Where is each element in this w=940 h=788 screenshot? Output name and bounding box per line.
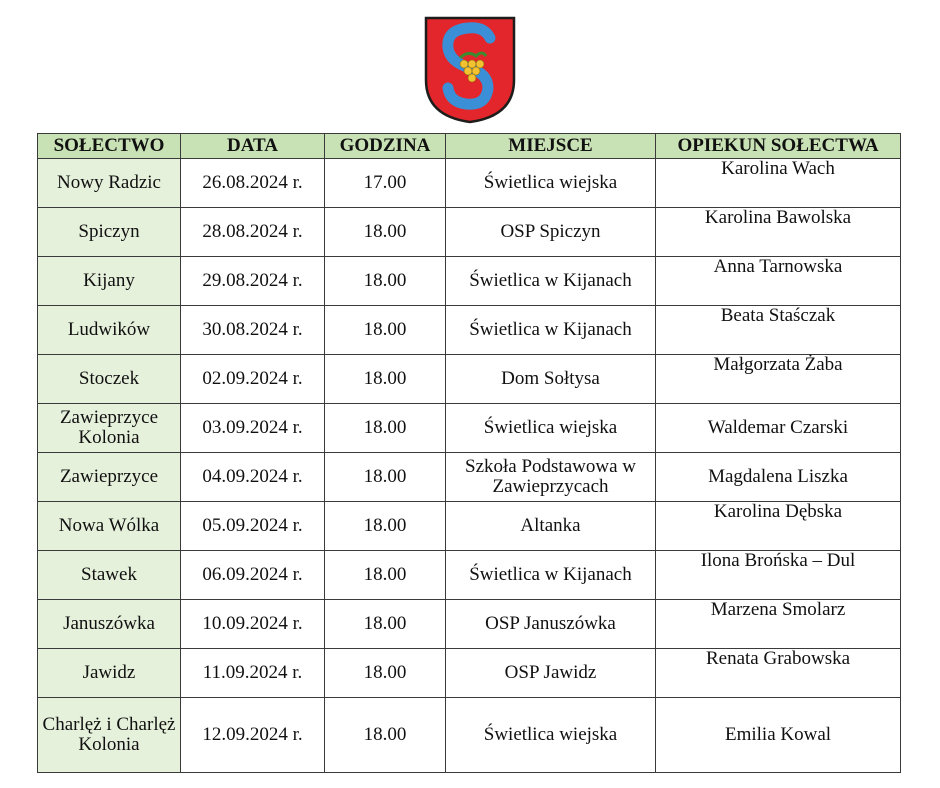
header-data: DATA	[181, 134, 325, 159]
cell-data: 11.09.2024 r.	[181, 649, 325, 698]
cell-opiekun: Waldemar Czarski	[656, 404, 901, 453]
table-row	[38, 698, 901, 773]
cell-solectwo: Stoczek	[38, 355, 181, 404]
cell-miejsce: Dom Sołtysa	[446, 355, 656, 404]
cell-opiekun: Karolina Bawolska	[656, 208, 901, 257]
cell-data: 03.09.2024 r.	[181, 404, 325, 453]
cell-godzina: 18.00	[325, 355, 446, 404]
cell-godzina: 18.00	[325, 698, 446, 773]
table-row	[38, 208, 901, 257]
cell-godzina: 18.00	[325, 257, 446, 306]
table-row	[38, 355, 901, 404]
cell-opiekun: Karolina Dębska	[656, 502, 901, 551]
cell-data: 05.09.2024 r.	[181, 502, 325, 551]
cell-data: 26.08.2024 r.	[181, 159, 325, 208]
cell-godzina: 18.00	[325, 208, 446, 257]
cell-solectwo: Jawidz	[38, 649, 181, 698]
cell-solectwo: Nowy Radzic	[38, 159, 181, 208]
header-opiekun: OPIEKUN SOŁECTWA	[656, 134, 901, 159]
cell-miejsce: Świetlica wiejska	[446, 404, 656, 453]
table-row	[38, 551, 901, 600]
cell-solectwo: Charlęż i Charlęż Kolonia	[38, 698, 181, 773]
table-header-row	[38, 134, 901, 159]
table-row	[38, 453, 901, 502]
cell-solectwo: Januszówka	[38, 600, 181, 649]
cell-data: 02.09.2024 r.	[181, 355, 325, 404]
cell-miejsce: Świetlica wiejska	[446, 159, 656, 208]
cell-opiekun: Karolina Wach	[656, 159, 901, 208]
cell-godzina: 18.00	[325, 404, 446, 453]
cell-solectwo: Spiczyn	[38, 208, 181, 257]
cell-data: 06.09.2024 r.	[181, 551, 325, 600]
cell-miejsce: OSP Jawidz	[446, 649, 656, 698]
cell-godzina: 18.00	[325, 649, 446, 698]
header-godzina: GODZINA	[325, 134, 446, 159]
cell-opiekun: Renata Grabowska	[656, 649, 901, 698]
cell-data: 12.09.2024 r.	[181, 698, 325, 773]
cell-solectwo: Stawek	[38, 551, 181, 600]
table-row	[38, 502, 901, 551]
cell-solectwo: Kijany	[38, 257, 181, 306]
cell-godzina: 18.00	[325, 453, 446, 502]
cell-opiekun: Emilia Kowal	[656, 698, 901, 773]
cell-miejsce: Świetlica w Kijanach	[446, 551, 656, 600]
cell-solectwo: Zawieprzyce Kolonia	[38, 404, 181, 453]
schedule-table	[37, 133, 901, 773]
table-row	[38, 404, 901, 453]
table-row	[38, 649, 901, 698]
cell-opiekun: Anna Tarnowska	[656, 257, 901, 306]
cell-data: 30.08.2024 r.	[181, 306, 325, 355]
cell-miejsce: Świetlica w Kijanach	[446, 257, 656, 306]
cell-opiekun: Beata Staśczak	[656, 306, 901, 355]
header-solectwo: SOŁECTWO	[38, 134, 181, 159]
cell-data: 10.09.2024 r.	[181, 600, 325, 649]
cell-godzina: 17.00	[325, 159, 446, 208]
cell-data: 28.08.2024 r.	[181, 208, 325, 257]
cell-solectwo: Ludwików	[38, 306, 181, 355]
cell-godzina: 18.00	[325, 306, 446, 355]
cell-godzina: 18.00	[325, 502, 446, 551]
cell-miejsce: Świetlica wiejska	[446, 698, 656, 773]
cell-opiekun: Małgorzata Żaba	[656, 355, 901, 404]
cell-solectwo: Zawieprzyce	[38, 453, 181, 502]
cell-data: 29.08.2024 r.	[181, 257, 325, 306]
cell-data: 04.09.2024 r.	[181, 453, 325, 502]
cell-godzina: 18.00	[325, 600, 446, 649]
cell-opiekun: Marzena Smolarz	[656, 600, 901, 649]
cell-miejsce: OSP Spiczyn	[446, 208, 656, 257]
table-row	[38, 306, 901, 355]
table-row	[38, 600, 901, 649]
table-row	[38, 159, 901, 208]
header-miejsce: MIEJSCE	[446, 134, 656, 159]
cell-solectwo: Nowa Wólka	[38, 502, 181, 551]
cell-miejsce: Świetlica w Kijanach	[446, 306, 656, 355]
cell-miejsce: Szkoła Podstawowa w Zawieprzycach	[446, 453, 656, 502]
cell-opiekun: Magdalena Liszka	[656, 453, 901, 502]
cell-godzina: 18.00	[325, 551, 446, 600]
municipality-crest-icon	[424, 16, 516, 124]
cell-miejsce: Altanka	[446, 502, 656, 551]
cell-opiekun: Ilona Brońska – Dul	[656, 551, 901, 600]
cell-miejsce: OSP Januszówka	[446, 600, 656, 649]
table-row	[38, 257, 901, 306]
